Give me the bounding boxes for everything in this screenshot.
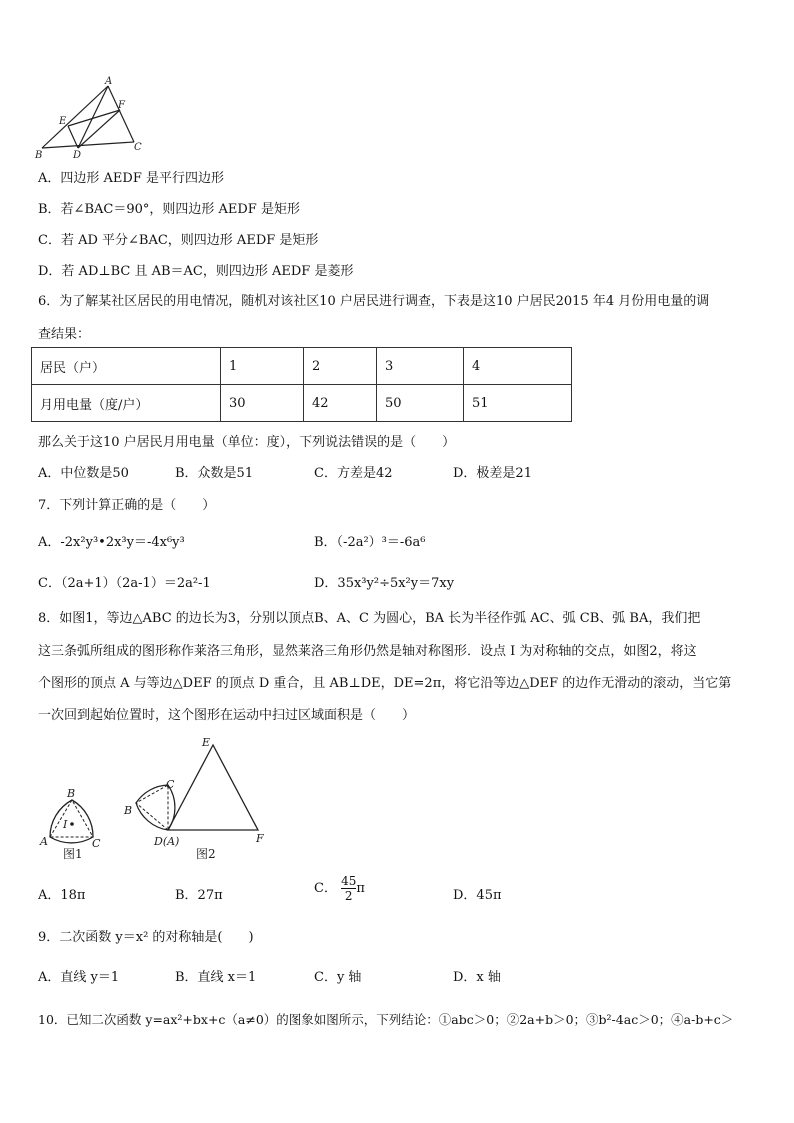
q8-option-c-fraction <box>341 874 356 903</box>
q8-stem-line4: 一次回到起始位置时，这个图形在运动中扫过区域面积是（ ） <box>38 708 416 723</box>
q5-option-a: A．四边形 AEDF 是平行四边形 <box>38 171 224 186</box>
q6-table-row <box>32 385 572 422</box>
q7-stem: 7．下列计算正确的是（ ） <box>38 498 216 513</box>
q8-fig2-label-c: C <box>166 778 175 791</box>
q8-fig2-label-d: D(A) <box>154 835 180 848</box>
q10-stem: 10．已知二次函数 y=ax²+bx+c（a≠0）的图象如图所示，下列结论：①abc＞0；②2a+b＞0；③b²-4ac＞0；④a-b+c＞ <box>38 1012 734 1027</box>
q8-option-c-numerator: 45 <box>341 874 357 888</box>
q5-label-c: C <box>134 142 142 153</box>
q8-option-c <box>314 874 365 903</box>
q6-cell: 月用电量（度/户） <box>32 385 221 422</box>
q5-option-d: D．若 AD⊥BC 且 AB＝AC，则四边形 AEDF 是菱形 <box>38 264 354 279</box>
q8-figure1-reuleaux <box>36 780 110 862</box>
q6-cell: 3 <box>377 348 464 385</box>
q6-stem-line2: 查结果： <box>38 327 91 342</box>
q6-option-a: A．中位数是50 <box>38 466 129 481</box>
q6-question: 那么关于这10 户居民月用电量（单位：度），下列说法错误的是（ ） <box>38 435 456 450</box>
q8-stem-line1: 8．如图1，等边△ABC 的边长为3，分别以顶点B、A、C 为圆心，BA 长为半径作弧 AC、弧 CB、弧 BA，我们把 <box>38 611 701 626</box>
q8-option-b: B．27π <box>175 888 223 903</box>
q5-label-f: F <box>118 100 125 111</box>
q9-option-d: D．x 轴 <box>453 970 501 985</box>
q6-cell: 1 <box>221 348 304 385</box>
q9-option-a: A．直线 y＝1 <box>38 970 120 985</box>
q6-option-d: D．极差是21 <box>453 466 532 481</box>
q8-fig1-caption: 图1 <box>63 847 83 861</box>
q6-cell: 42 <box>304 385 377 422</box>
q8-fig2-label-e: E <box>202 736 211 749</box>
q5-label-e: E <box>59 116 67 127</box>
q8-stem-line3: 个图形的顶点 A 与等边△DEF 的顶点 D 重合，且 AB⊥DE，DE=2π，将它沿等边△DEF 的边作无滑动的滚动，当它第 <box>38 676 732 691</box>
q8-fig1-label-a: A <box>40 835 48 848</box>
q8-stem-line2: 这三条弧所组成的图形称作莱洛三角形，显然莱洛三角形仍然是轴对称图形．设点 I 为对称轴的交点，如图2，将这 <box>38 644 697 659</box>
q8-fig1-label-i: I <box>63 818 68 831</box>
q9-option-c: C．y 轴 <box>314 970 362 985</box>
q5-label-a: A <box>105 76 113 87</box>
q9-option-b: B．直线 x＝1 <box>175 970 257 985</box>
q5-label-d: D <box>73 150 82 160</box>
q6-cell: 2 <box>304 348 377 385</box>
q8-option-a: A．18π <box>38 888 86 903</box>
q8-option-c-denominator: 2 <box>341 888 356 903</box>
q9-stem: 9．二次函数 y＝x² 的对称轴是( ) <box>38 930 254 945</box>
q5-option-b: B．若∠BAC＝90°，则四边形 AEDF 是矩形 <box>38 202 300 217</box>
q7-option-a: A．-2x²y³•2x³y＝-4x⁶y³ <box>38 535 185 550</box>
q6-cell: 4 <box>464 348 572 385</box>
q7-option-d: D．35x³y²÷5x²y＝7xy <box>314 576 455 591</box>
q6-cell: 51 <box>464 385 572 422</box>
q6-table <box>31 347 572 422</box>
q7-option-b: B．（-2a²）³＝-6a⁶ <box>314 535 426 550</box>
q8-option-d: D．45π <box>453 888 502 903</box>
q6-cell: 居民（户） <box>32 348 221 385</box>
q5-triangle-figure <box>30 74 150 160</box>
q7-option-c: C．（2a+1）（2a-1）＝2a²-1 <box>38 576 211 591</box>
q6-stem-line1: 6．为了解某社区居民的用电情况，随机对该社区10 户居民进行调查，下表是这10 户居民2015 年4 月份用电量的调 <box>38 294 710 309</box>
q5-label-b: B <box>35 150 43 160</box>
q8-fig2-caption: 图2 <box>196 847 216 861</box>
q6-option-c: C．方差是42 <box>314 466 393 481</box>
q8-option-c-suffix: π <box>356 881 365 896</box>
q8-fig1-label-c: C <box>92 837 101 850</box>
q8-fig1-label-b: B <box>67 787 76 800</box>
q5-option-c: C．若 AD 平分∠BAC，则四边形 AEDF 是矩形 <box>38 233 319 248</box>
q6-table-row <box>32 348 572 385</box>
q6-option-b: B．众数是51 <box>175 466 254 481</box>
q8-figure2-rolling <box>118 730 278 866</box>
q6-cell: 30 <box>221 385 304 422</box>
q8-option-c-prefix: C． <box>314 881 337 896</box>
q6-cell: 50 <box>377 385 464 422</box>
q8-fig2-label-f: F <box>256 832 264 845</box>
q8-fig2-label-b: B <box>124 804 133 817</box>
